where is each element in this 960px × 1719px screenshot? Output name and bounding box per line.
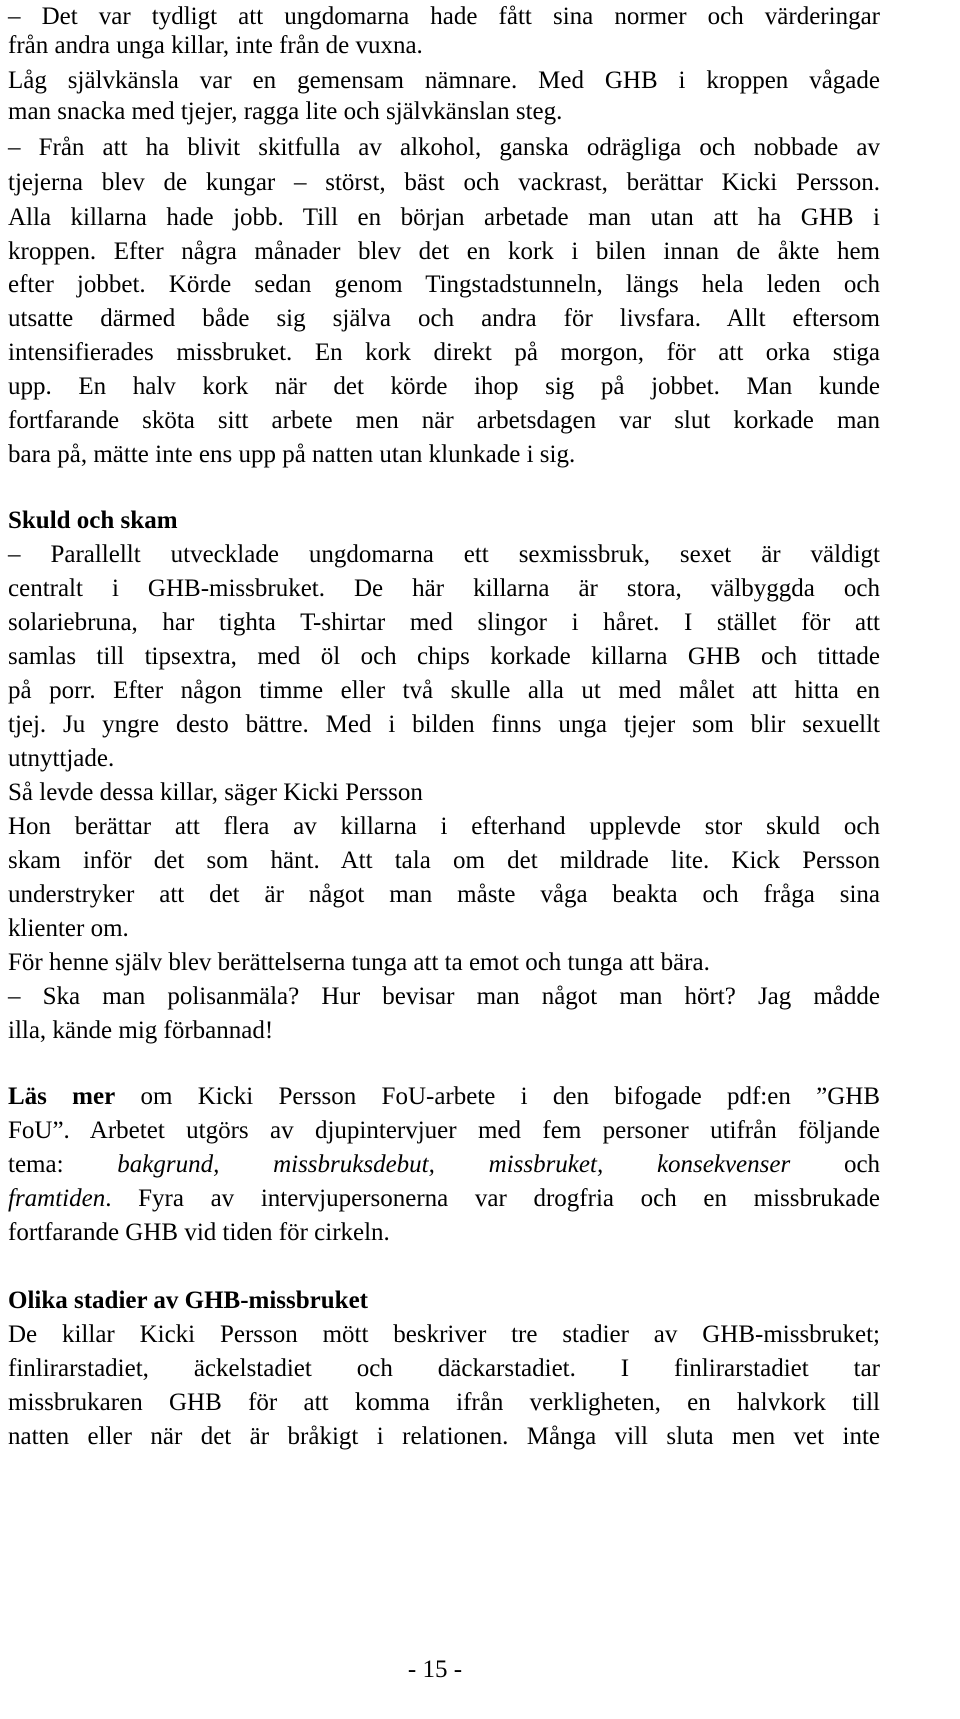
paragraph-line: samlas till tipsextra, med öl och chips korkade killarna GHB och tittade [8,643,880,670]
paragraph-line: – Parallellt utvecklade ungdomarna ett sexmissbruk, sexet är väldigt [8,541,880,568]
paragraph-line: på porr. Efter någon timme eller två skulle alla ut med målet att hitta en [8,677,880,704]
paragraph-line: kroppen. Efter några månader blev det en kork i bilen innan de åkte hem [8,238,880,265]
paragraph-line: efter jobbet. Körde sedan genom Tingstadstunneln, längs hela leden och [8,271,880,298]
paragraph-line: solariebruna, har tighta T-shirtar med slingor i håret. I stället för att [8,609,880,636]
page-number: - 15 - [407,1656,463,1683]
paragraph-line: illa, kände mig förbannad! [8,1017,274,1044]
theme-item: bakgrund, [117,1151,220,1178]
theme-item: missbruket, [488,1151,604,1178]
themes-prefix: tema: [8,1151,118,1178]
paragraph-line: klienter om. [8,915,129,942]
paragraph-line: utnyttjade. [8,745,115,772]
paragraph-line: De killar Kicki Persson mött beskriver tre stadier av GHB-missbruket; [8,1321,880,1348]
paragraph-line [8,1182,880,1216]
paragraph-line: centralt i GHB-missbruket. De här killarna är stora, välbyggda och [8,575,880,602]
paragraph-line: – Det var tydligt att ungdomarna hade fått sina normer och värderingar [8,3,880,30]
paragraph-line: skam inför det som hänt. Att tala om det mildrade lite. Kick Persson [8,847,880,874]
paragraph-line: Låg självkänsla var en gemensam nämnare. Med GHB i kroppen vågade [8,67,880,94]
paragraph-line: man snacka med tjejer, ragga lite och självkänslan steg. [8,98,563,125]
theme-item: konsekvenser [656,1151,791,1178]
paragraph-line: från andra unga killar, inte från de vuxna. [8,32,423,59]
paragraph-line: Så levde dessa killar, säger Kicki Persson [8,779,423,806]
paragraph-line: missbrukaren GHB för att komma ifrån verkligheten, en halvkork till [8,1389,880,1416]
paragraph-text: . Fyra av intervjupersonerna var drogfria och en missbrukade [105,1185,880,1212]
paragraph-line: FoU”. Arbetet utgörs av djupintervjuer med fem personer utifrån följande [8,1117,880,1144]
theme-item: framtiden [8,1185,106,1212]
paragraph-line: – Från att ha blivit skitfulla av alkohol, ganska odrägliga och nobbade av [8,134,880,161]
themes-suffix: och [843,1151,881,1178]
paragraph-line: utsatte därmed både sig själva och andra för livsfara. Allt eftersom [8,305,880,332]
paragraph-line: Hon berättar att flera av killarna i efterhand upplevde stor skuld och [8,813,880,840]
paragraph-line: upp. En halv kork när det körde ihop sig på jobbet. Man kunde [8,373,880,400]
paragraph-line: finlirarstadiet, äckelstadiet och däckarstadiet. I finlirarstadiet tar [8,1355,880,1382]
section-heading: Olika stadier av GHB-missbruket [8,1287,368,1314]
paragraph-line: natten eller när det är bråkigt i relationen. Många vill sluta men vet inte [8,1423,880,1450]
paragraph-line: understryker att det är något man måste våga beakta och fråga sina [8,881,880,908]
paragraph-line: Alla killarna hade jobb. Till en början arbetade man utan att ha GHB i [8,204,880,231]
paragraph-line: bara på, mätte inte ens upp på natten utan klunkade i sig. [8,441,576,468]
paragraph-line: tjejerna blev de kungar – störst, bäst och vackrast, berättar Kicki Persson. [8,169,880,196]
paragraph-line: För henne själv blev berättelserna tunga att ta emot och tunga att bära. [8,949,710,976]
themes-line [8,1148,880,1182]
read-more-label: Läs mer [8,1083,116,1110]
section-heading: Skuld och skam [8,507,178,534]
paragraph-line: fortfarande GHB vid tiden för cirkeln. [8,1219,390,1246]
read-more-line [8,1080,880,1114]
paragraph-line: intensifierades missbruket. En kork direkt på morgon, för att orka stiga [8,339,880,366]
paragraph-line: – Ska man polisanmäla? Hur bevisar man något man hört? Jag mådde [8,983,880,1010]
paragraph-line: tjej. Ju yngre desto bättre. Med i bilden finns unga tjejer som blir sexuellt [8,711,880,738]
paragraph-line: fortfarande sköta sitt arbete men när arbetsdagen var slut korkade man [8,407,880,434]
read-more-text: om Kicki Persson FoU-arbete i den bifogade pdf:en ”GHB [115,1083,881,1110]
theme-item: missbruksdebut, [273,1151,435,1178]
